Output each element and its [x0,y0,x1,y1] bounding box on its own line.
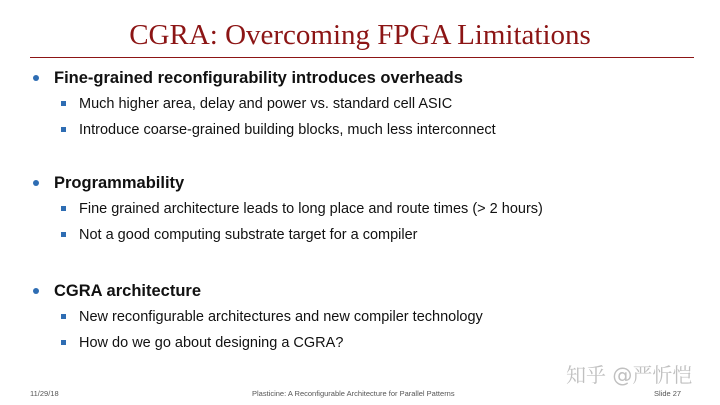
bullet-heading: Programmability [54,174,185,192]
watermark: 知乎 @严忻恺 [566,363,693,387]
bullet-dot-icon [33,75,39,81]
sub-bullet-square-icon [61,314,66,319]
section-overheads [30,66,710,143]
sub-bullet-square-icon [61,340,66,345]
sub-bullet-square-icon [61,206,66,211]
sub-bullet-square-icon [61,232,66,237]
footer-center-title: Plasticine: A Reconfigurable Architecture for Parallel Patterns [252,389,455,398]
sub-bullet-text: New reconfigurable architectures and new compiler technology [79,309,483,325]
bullet-dot-icon [33,288,39,294]
sub-bullet-item [30,305,710,331]
footer-slide-number: Slide 27 [654,389,682,398]
sub-bullet-item [30,197,710,223]
sub-bullet-item [30,118,710,144]
bullet-item [30,279,710,305]
footer-date: 11/29/18 [30,389,59,398]
bullet-item [30,66,710,92]
sub-bullet-text: How do we go about designing a CGRA? [79,334,344,351]
sub-bullet-text: Introduce coarse-grained building blocks, much less interconnect [79,121,496,138]
sub-bullet-item [30,331,710,357]
bullet-heading: CGRA architecture [54,282,202,300]
sub-bullet-text: Fine grained architecture leads to long place and route times (> 2 hours) [79,201,543,217]
slide-title: CGRA: Overcoming FPGA Limitations [129,19,591,51]
bullet-heading: Fine-grained reconfigurability introduces overheads [54,69,463,87]
sub-bullet-square-icon [61,101,66,106]
section-cgra-architecture [30,279,710,356]
bullet-dot-icon [33,180,39,186]
sub-bullet-item [30,92,710,118]
sub-bullet-item [30,223,710,249]
sub-bullet-text: Not a good computing substrate target for a compiler [79,226,418,243]
sub-bullet-text: Much higher area, delay and power vs. standard cell ASIC [79,96,453,112]
sub-bullet-square-icon [61,127,66,132]
title-divider [30,57,694,58]
section-programmability [30,171,710,248]
bullet-item [30,171,710,197]
